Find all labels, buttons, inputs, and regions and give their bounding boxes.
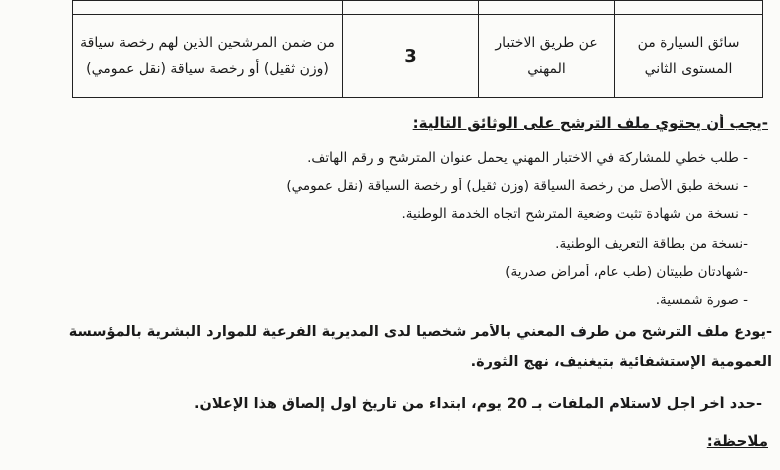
conditions-cell: من ضمن المرشحين الذين لهم رخصة سياقة (وزن ثقيل) أو رخصة سياقة (نقل عمومي) [73, 15, 343, 98]
document-item: - طلب خطي للمشاركة في الاختبار المهني يحمل عنوان المترشح و رقم الهاتف. [307, 150, 748, 166]
document-item: - نسخة من شهادة تثبت وضعية المترشح اتجاه الخدمة الوطنية. [401, 206, 748, 222]
document-item: -نسخة من بطاقة التعريف الوطنية. [555, 236, 748, 252]
deposit-instructions: -يودع ملف الترشح من طرف المعني بالأمر شخصيا لدى المديرية الفرعية للموارد البشرية بالمؤسسة [68, 324, 772, 340]
required-documents-heading: -يجب أن يحتوي ملف الترشح على الوثائق التالية: [412, 114, 768, 132]
document-item: - نسخة طبق الأصل من رخصة السياقة (وزن ثقيل) أو رخصة السياقة (نقل عمومي) [286, 178, 748, 194]
positions-count-cell: 3 [343, 15, 479, 98]
note-heading: ملاحظة: [706, 432, 768, 450]
recruitment-mode-cell: عن طريق الاختبار المهني [479, 15, 615, 98]
document-item: - صورة شمسية. [655, 292, 748, 308]
deadline-notice: -حدد أخر أجل لاستلام الملفات بـ 20 يوم، ابتداء من تاريخ أول إلصاق هذا الإعلان. [193, 396, 762, 412]
deposit-address: العمومية الإستشفائية بتيغنيف، نهج الثورة. [470, 354, 772, 370]
document-item: -شهادتان طبيتان (طب عام، أمراض صدرية) [505, 264, 748, 280]
position-title-cell: سائق السيارة من المستوى الثاني [615, 15, 763, 98]
